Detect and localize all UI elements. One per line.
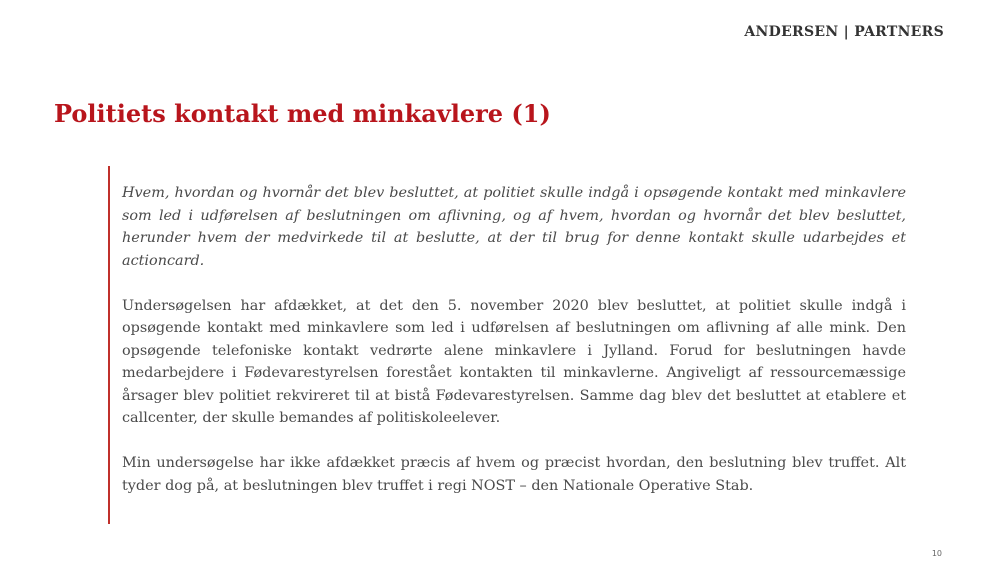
page-number: 10 <box>931 549 942 558</box>
slide-title: Politiets kontakt med minkavlere (1) <box>54 99 551 128</box>
company-logo: ANDERSEN | PARTNERS <box>744 24 944 40</box>
accent-vertical-rule <box>108 166 110 524</box>
slide-body <box>122 182 906 520</box>
conclusion-paragraph: Min undersøgelse har ikke afdækket præcis af hvem og præcist hvordan, den beslutning blev truffet. Alt tyder dog på, at beslutningen blev truffet i regi NOST – den Nationale Operative Stab. <box>122 455 906 494</box>
findings-paragraph: Undersøgelsen har afdækket, at det den 5. november 2020 blev besluttet, at politiet skulle indgå i opsøgende kontakt med minkavlere som led i udførelsen af beslutningen om aflivning af alle mink. Den opsøgende telefoniske kontakt vedrørte alene minkavlere i Jylland. Forud for beslutningen havde medarbejdere i Fødevarestyrelsen forestået kontakten til minkavlerne. Angiveligt af ressourcemæssige årsager blev politiet rekvireret til at bistå Fødevarestyrelsen. Samme dag blev det besluttet at etablere et callcenter, der skulle bemandes af politiskoleelever. <box>122 297 906 426</box>
question-paragraph: Hvem, hvordan og hvornår det blev besluttet, at politiet skulle indgå i opsøgende kontakt med minkavlere som led i udførelsen af beslutningen om aflivning, og af hvem, hvordan og hvornår det blev besluttet, herunder hvem der medvirkede til at beslutte, at der til brug for denne kontakt skulle udarbejdes et actioncard. <box>122 185 906 269</box>
